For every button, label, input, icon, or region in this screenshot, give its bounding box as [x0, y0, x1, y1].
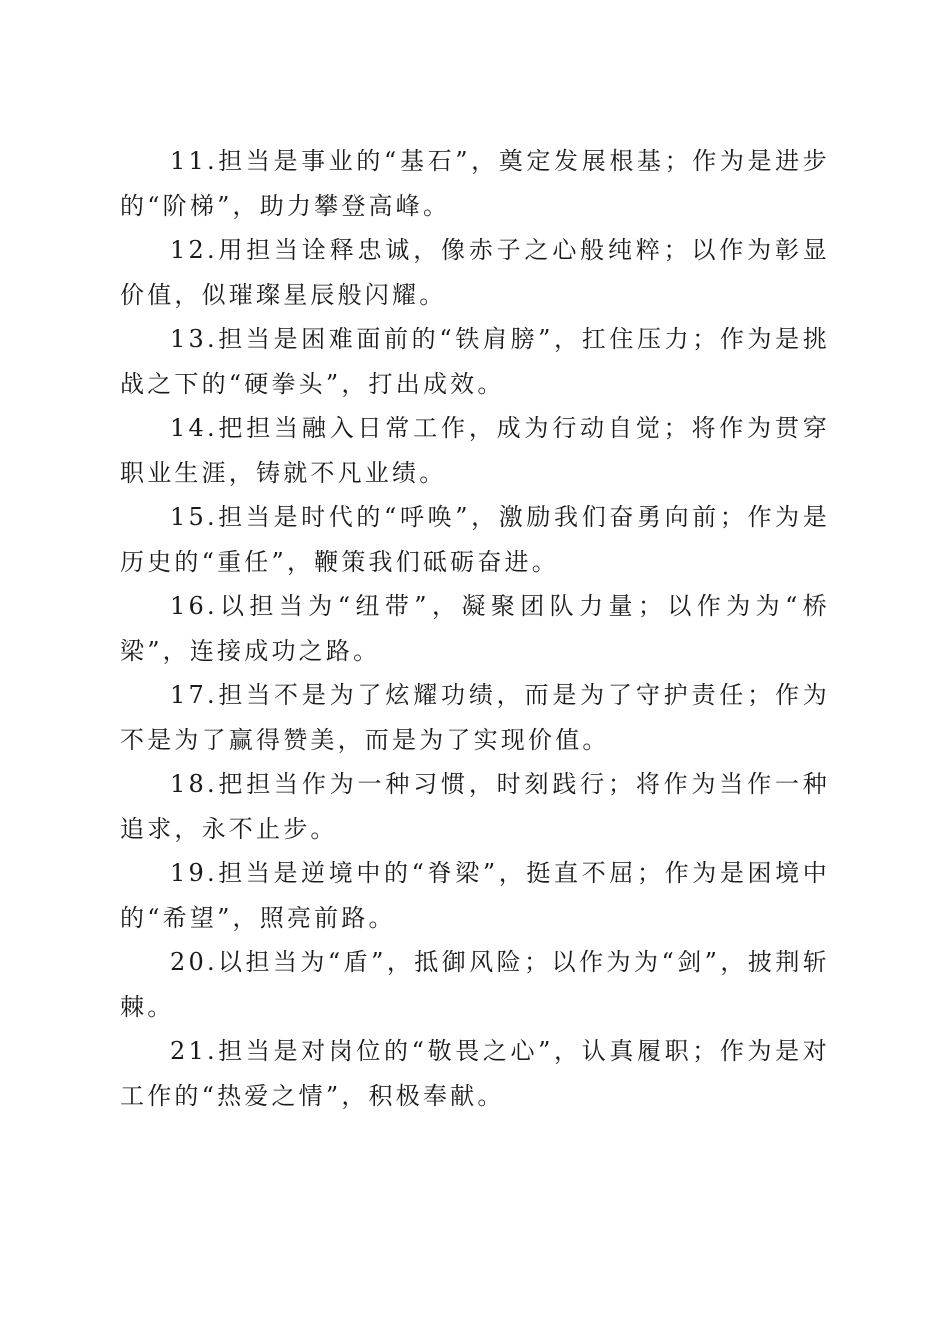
paragraph-19: 19.担当是逆境中的“脊梁”，挺直不屈；作为是困境中的“希望”，照亮前路。 [120, 859, 830, 932]
document-body [120, 139, 830, 1118]
paragraph-13: 13.担当是困难面前的“铁肩膀”，扛住压力；作为是挑战之下的“硬拳头”，打出成效。 [120, 325, 830, 398]
paragraph-14: 14.把担当融入日常工作，成为行动自觉；将作为贯穿职业生涯，铸就不凡业绩。 [120, 414, 830, 487]
paragraph-12: 12.用担当诠释忠诚，像赤子之心般纯粹；以作为彰显价值，似璀璨星辰般闪耀。 [120, 236, 830, 309]
paragraph-17: 17.担当不是为了炫耀功绩，而是为了守护责任；作为不是为了赢得赞美，而是为了实现价值。 [120, 681, 830, 754]
paragraph-18: 18.把担当作为一种习惯，时刻践行；将作为当作一种追求，永不止步。 [120, 770, 830, 843]
paragraph-21: 21.担当是对岗位的“敬畏之心”，认真履职；作为是对工作的“热爱之情”，积极奉献。 [120, 1037, 830, 1110]
paragraph-11: 11.担当是事业的“基石”，奠定发展根基；作为是进步的“阶梯”，助力攀登高峰。 [120, 147, 830, 220]
paragraph-15: 15.担当是时代的“呼唤”，激励我们奋勇向前；作为是历史的“重任”，鞭策我们砥砺奋进。 [120, 503, 830, 576]
paragraph-20: 20.以担当为“盾”，抵御风险；以作为为“剑”，披荆斩棘。 [120, 948, 830, 1021]
paragraph-16: 16.以担当为“纽带”，凝聚团队力量；以作为为“桥梁”，连接成功之路。 [120, 592, 830, 665]
